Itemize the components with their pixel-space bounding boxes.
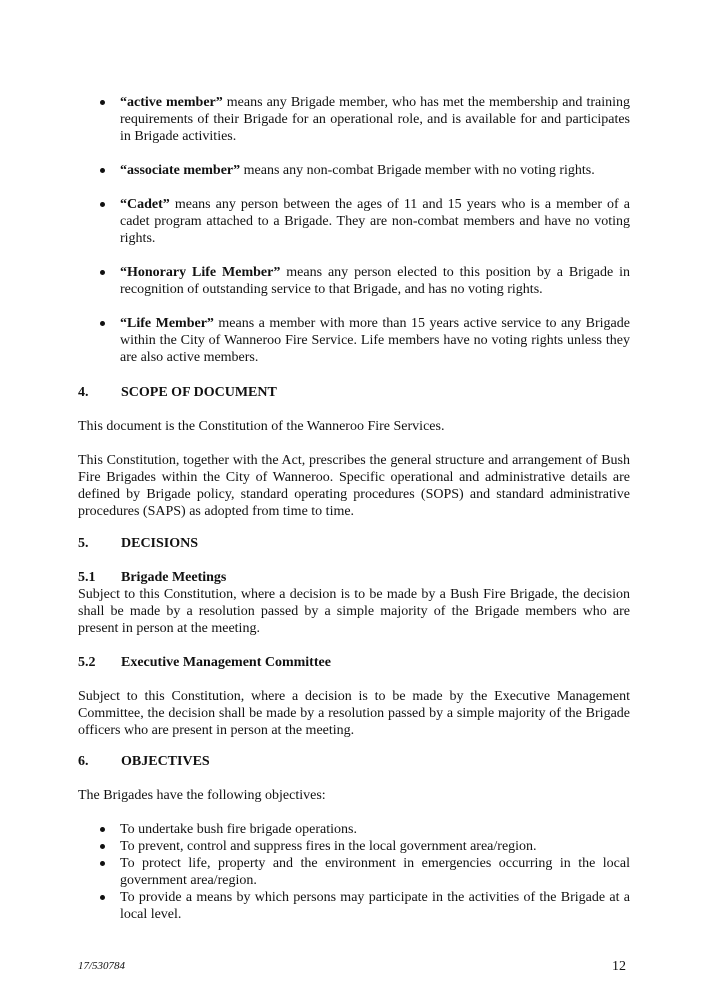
definition-text: means any person between the ages of 11 and 15 years who is a member of a cadet program attached to a Brigade. They are non-combat members and have no voting rights. — [120, 197, 630, 246]
section-number: 4. — [78, 385, 89, 400]
definition-text: means a member with more than 15 years active service to any Brigade within the City of Wanneroo Fire Service. Life members have no voting rights unless they are also active members. — [120, 316, 630, 365]
page-number: 12 — [612, 959, 626, 974]
objective-text: To protect life, property and the environment in emergencies occurring in the local government area/region. — [120, 856, 630, 888]
definition-text: means any non-combat Brigade member with no voting rights. — [240, 163, 595, 178]
definition-item — [78, 264, 630, 298]
definition-text: means any Brigade member, who has met the membership and training requirements of their Brigade for an operational role, and is available for and participates in Brigade activities. — [120, 95, 630, 144]
section-heading — [78, 535, 630, 552]
section-title: OBJECTIVES — [121, 754, 210, 769]
bullet-icon — [100, 168, 105, 173]
section-title: SCOPE OF DOCUMENT — [121, 385, 277, 400]
objective-item — [78, 838, 630, 855]
objective-item — [78, 855, 630, 889]
bullet-icon — [100, 844, 105, 849]
section-title: DECISIONS — [121, 536, 199, 551]
bullet-icon — [100, 270, 105, 275]
subsection-number: 5.1 — [78, 570, 96, 585]
section-decisions — [78, 535, 630, 739]
objective-text: To prevent, control and suppress fires in the local government area/region. — [120, 839, 537, 854]
bullet-icon — [100, 827, 105, 832]
definition-term: “Cadet” — [120, 197, 170, 212]
section-number: 6. — [78, 754, 89, 769]
objectives-list — [78, 821, 630, 923]
subsection-title: Executive Management Committee — [121, 655, 331, 670]
paragraph: Subject to this Constitution, where a decision is to be made by a Bush Fire Brigade, the decision shall be made by a resolution passed by a simple majority of the Brigade members who are present in person at the meeting. — [78, 587, 630, 636]
definition-term: “associate member” — [120, 163, 241, 178]
objective-text: To undertake bush fire brigade operations. — [120, 822, 357, 837]
definition-term: “Life Member” — [120, 316, 214, 331]
definition-item — [78, 94, 630, 145]
objective-item — [78, 821, 630, 838]
definition-item — [78, 196, 630, 247]
subsection-heading — [78, 654, 630, 671]
definition-term: “Honorary Life Member” — [120, 265, 281, 280]
subsection-title: Brigade Meetings — [121, 570, 227, 585]
bullet-icon — [100, 321, 105, 326]
bullet-icon — [100, 100, 105, 105]
definitions-list — [78, 94, 630, 383]
section-heading — [78, 384, 630, 401]
paragraph: The Brigades have the following objectives: — [78, 788, 326, 803]
objective-text: To provide a means by which persons may participate in the activities of the Brigade at a local level. — [120, 890, 630, 922]
definition-item — [78, 315, 630, 366]
section-number: 5. — [78, 536, 89, 551]
subsection-number: 5.2 — [78, 655, 96, 670]
section-scope — [78, 384, 630, 520]
section-objectives — [78, 753, 630, 804]
section-heading — [78, 753, 630, 770]
document-reference: 17/530784 — [78, 960, 126, 972]
subsection-heading — [78, 569, 630, 586]
paragraph: This Constitution, together with the Act, prescribes the general structure and arrangement of Bush Fire Brigades within the City of Wanneroo. Specific operational and administrative details are defined by Brigade policy, standard operating procedures (SOPS) and standard administrative procedures (SAPS) as adopted from time to time. — [78, 453, 630, 519]
bullet-icon — [100, 202, 105, 207]
objective-item — [78, 889, 630, 923]
paragraph: Subject to this Constitution, where a decision is to be made by the Executive Management Committee, the decision shall be made by a resolution passed by a simple majority of the Brigade officers who are present in person at the meeting. — [78, 689, 630, 738]
definition-text: means any person elected to this position by a Brigade in recognition of outstanding service to that Brigade, and has no voting rights. — [120, 265, 630, 297]
definition-item — [78, 162, 630, 179]
definition-term: “active member” — [120, 95, 223, 110]
paragraph: This document is the Constitution of the Wanneroo Fire Services. — [78, 419, 445, 434]
bullet-icon — [100, 861, 105, 866]
bullet-icon — [100, 895, 105, 900]
